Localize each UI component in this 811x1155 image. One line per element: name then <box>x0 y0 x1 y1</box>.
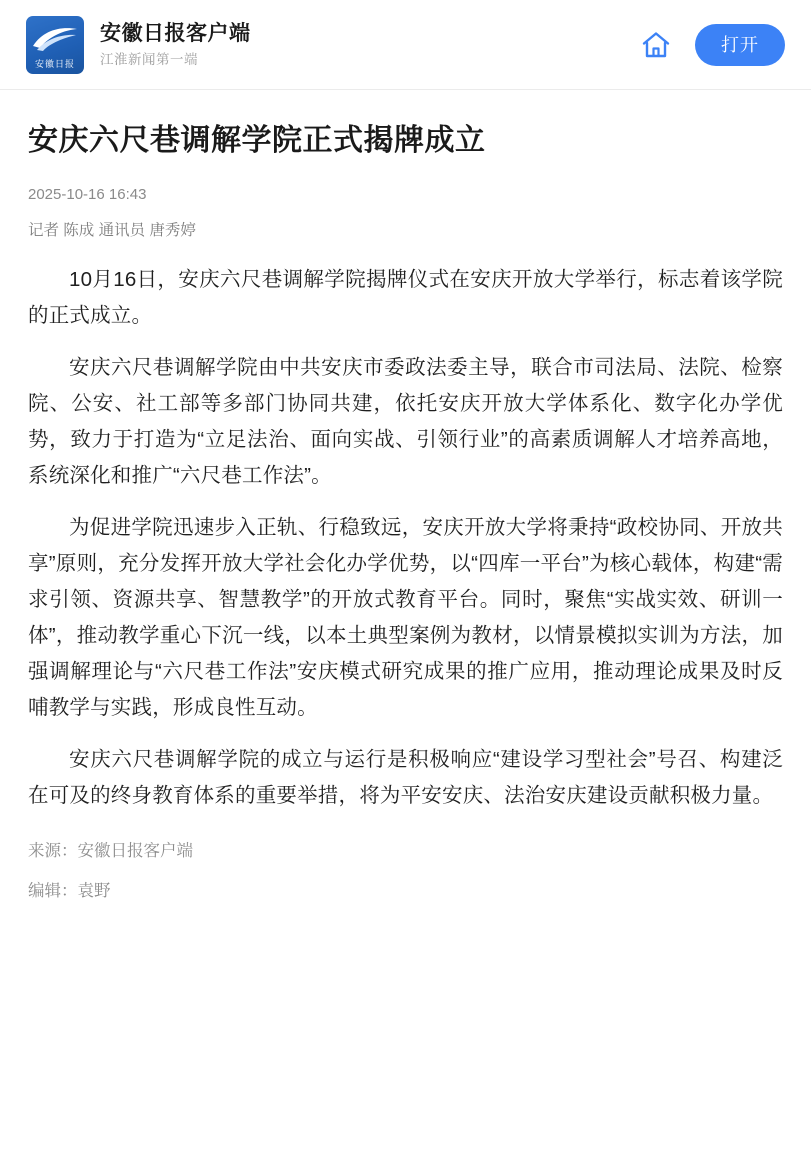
publish-date: 2025-10-16 16:43 <box>28 186 147 203</box>
open-app-button[interactable]: 打开 <box>695 24 785 66</box>
byline: 记者 陈成 通讯员 唐秀婷 <box>28 222 196 239</box>
logo-swoosh-icon <box>31 24 79 52</box>
page-title: 安庆六尺巷调解学院正式揭牌成立 <box>28 124 486 157</box>
article-content <box>0 90 811 1155</box>
brand-block <box>100 20 639 70</box>
editor-label: 编辑：袁野 <box>28 882 111 900</box>
paragraph: 安庆六尺巷调解学院的成立与运行是积极响应“建设学习型社会”号召、构建泛在可及的终身教育体系的重要举措，将为平安安庆、法治安庆建设贡献积极力量。 <box>28 748 783 807</box>
app-logo <box>26 16 84 74</box>
logo-text: 安徽日报 <box>34 58 75 69</box>
home-icon[interactable] <box>639 28 673 62</box>
source-label: 来源：安徽日报客户端 <box>28 842 193 860</box>
app-title: 安徽日报客户端 <box>100 21 251 45</box>
app-subtitle: 江淮新闻第一端 <box>100 51 198 67</box>
paragraph: 为促进学院迅速步入正轨、行稳致远，安庆开放大学将秉持“政校协同、开放共享”原则，充分发挥开放大学社会化办学优势，以“四库一平台”为核心载体，构建“需求引领、资源共享、智慧教学”的开放式教育平台。同时，聚焦“实战实效、研训一体”，推动教学重心下沉一线，以本土典型案例为教材，以情景模拟实训为方法，加强调解理论与“六尺巷工作法”安庆模式研究成果的推广应用，推动理论成果及时反哺教学与实践，形成良性互动。 <box>28 516 783 719</box>
paragraph: 10月16日，安庆六尺巷调解学院揭牌仪式在安庆开放大学举行，标志着该学院的正式成立。 <box>28 268 783 327</box>
article-body <box>28 262 783 814</box>
paragraph: 安庆六尺巷调解学院由中共安庆市委政法委主导，联合市司法局、法院、检察院、公安、社工部等多部门协同共建，依托安庆开放大学体系化、数字化办学优势，致力于打造为“立足法治、面向实战、引领行业”的高素质调解人才培养高地，系统深化和推广“六尺巷工作法”。 <box>28 356 783 487</box>
article-footer <box>28 836 783 906</box>
app-header <box>0 0 811 90</box>
header-actions <box>639 24 785 66</box>
